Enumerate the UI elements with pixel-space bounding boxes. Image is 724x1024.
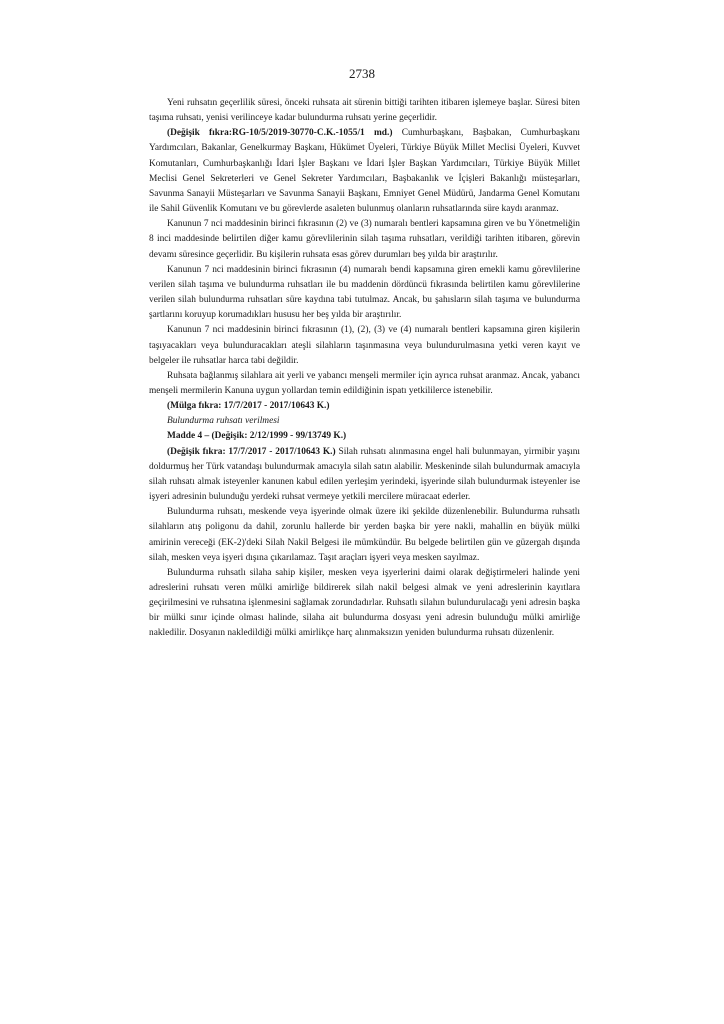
paragraph: Ruhsata bağlanmış silahlara ait yerli ve yabancı menşeli mermiler için ayrıca ruhsat aranmaz. Ancak, yabancı menşeli mermilerin Kanuna uygun yollardan temin edildiğinin ispatı yetkililerce istenebilir.: [149, 370, 580, 396]
document-body: [149, 96, 580, 642]
paragraph: Yeni ruhsatın geçerlilik süresi, önceki ruhsata ait sürenin bittiği tarihten itibaren işlemeye başlar. Süresi biten taşıma ruhsatı, yenisi verilinceye kadar bulundurma ruhsatı yerine geçerlidir.: [149, 98, 580, 124]
paragraph: Kanunun 7 nci maddesinin birinci fıkrasının (2) ve (3) numaralı bentleri kapsamına giren ve bu Yönetmeliğin 8 inci maddesinde belirtilen diğer kamu görevlilerinin silah taşıma ruhsatları, verildiği tarihten itibaren, görevin devamı süresince geçerlidir. Bu kişilerin ruhsata esas görev durumları beş yılda bir araştırılır.: [149, 219, 580, 260]
repealed-note: (Mülga fıkra: 17/7/2017 - 2017/10643 K.): [167, 401, 330, 412]
paragraph: Kanunun 7 nci maddesinin birinci fıkrasının (1), (2), (3) ve (4) numaralı bentleri kapsamına giren kişilerin taşıyacakları veya bulunduracakları ateşli silahların taşınmasına veya bulundurulmasına yetki veren kayıt ve belgeler ile ruhsatlar harca tabi değildir.: [149, 325, 580, 366]
amendment-note: (Değişik fıkra:RG-10/5/2019-30770-C.K.-1055/1 md.): [167, 128, 393, 139]
paragraph: [149, 126, 580, 217]
article-heading: Madde 4 – (Değişik: 2/12/1999 - 99/13749 K.): [167, 431, 347, 442]
paragraph-text: Cumhurbaşkanı, Başbakan, Cumhurbaşkanı Yardımcıları, Bakanlar, Genelkurmay Başkanı, Hükümet Üyeleri, Türkiye Büyük Millet Meclisi Üyeleri, Kuvvet Komutanları, Cumhurbaşkanlığı İdari İşler Başkanı ve İdari İşler Başkan Yardımcıları, Türkiye Büyük Millet Meclisi Genel Sekreterleri ve Genel Sekreter Yardımcıları, Başbakanlık ve İçişleri Bakanlığı müsteşarları, Savunma Sanayii Müsteşarları ve Savunma Sanayii Başkanı, Emniyet Genel Müdürü, Jandarma Genel Komutanı ile Sahil Güvenlik Komutanı ve bu görevlerde asaleten bulunmuş olanların ruhsatlarında süre kaydı aranmaz.: [149, 128, 581, 215]
paragraph: Kanunun 7 nci maddesinin birinci fıkrasının (4) numaralı bendi kapsamına giren emekli kamu görevlilerine verilen silah taşıma ve bulundurma ruhsatları ile bu maddenin dördüncü fıkrasında belirtilen kamu görevlilerine verilen silah bulundurma ruhsatları süre kaydına tabi tutulmaz. Ancak, bu şahısların silah taşıma ve bulundurma şartlarını koruyup korumadıkları hususu her beş yılda bir araştırılır.: [149, 264, 580, 321]
paragraph-text: Silah ruhsatı alınmasına engel hali bulunmayan, yirmibir yaşını doldurmuş her Türk vatandaşı bulundurmak amacıyla silah satın alabilir. Meskeninde silah bulundurmak amacıyla silah ruhsatı almak isteyenler kanunen kabul edilen yerleşim yerindeki, işyerinde silah bulundurmak isteyenler ise işyeri adresinin bulunduğu yerdeki ruhsat vermeye yetkili mercilere müracaat ederler.: [149, 446, 580, 503]
paragraph: [149, 445, 580, 506]
amendment-note: (Değişik fıkra: 17/7/2017 - 2017/10643 K.): [167, 446, 336, 457]
page-number: 2738: [349, 66, 375, 81]
paragraph: Bulundurma ruhsatlı silaha sahip kişiler, mesken veya işyerlerini daimi olarak değiştirmeleri halinde yeni adreslerini ruhsatı veren mülki amirliğe bildirerek silah nakil belgesi almak ve yeni adreslerinin kayıtlara geçirilmesini ve ruhsatına işlenmesini sağlamak zorundadırlar. Ruhsatlı silahın bulundurulacağı yeni adresin başka bir mülki sınır içinde olması halinde, silaha ait bulundurma dosyası yeni adresin bulunduğu mülki amirliğe nakledilir. Dosyanın nakledildiği mülki amirlikçe harç alınmaksızın yeniden bulundurma ruhsatı düzenlenir.: [149, 567, 580, 639]
section-title: Bulundurma ruhsatı verilmesi: [167, 416, 280, 427]
paragraph: Bulundurma ruhsatı, meskende veya işyerinde olmak üzere iki şekilde düzenlenebilir. Bulundurma ruhsatlı silahların atış poligonu da dahil, zorunlu hallerde bir yerden başka bir yere nakli, mahallin en büyük mülki amirinin vereceği (EK-2)'deki Silah Nakil Belgesi ile mümkündür. Bu belgede belirtilen gün ve güzergah dışında silah, mesken veya işyeri dışına çıkarılamaz. Taşıt araçları işyeri veya mesken sayılmaz.: [149, 507, 580, 563]
